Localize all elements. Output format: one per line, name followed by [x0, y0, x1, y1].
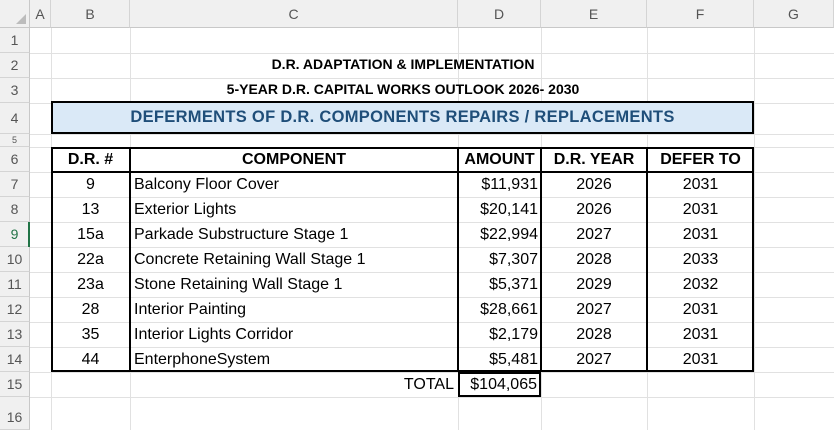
row-header-14[interactable]: 14: [0, 347, 30, 372]
select-all-corner[interactable]: [0, 0, 30, 28]
row-header-10[interactable]: 10: [0, 247, 30, 272]
cell-component[interactable]: Interior Painting: [134, 300, 247, 318]
cell-defer-to[interactable]: 2031: [682, 325, 719, 343]
row-header-3[interactable]: 3: [0, 78, 30, 103]
row-header-5[interactable]: 5: [0, 134, 30, 147]
cell-component[interactable]: Parkade Substructure Stage 1: [134, 225, 349, 243]
cell-component[interactable]: Concrete Retaining Wall Stage 1: [134, 250, 366, 268]
row-header-11[interactable]: 11: [0, 272, 30, 297]
cell-dr-year[interactable]: 2027: [576, 300, 612, 318]
cell-dr-year[interactable]: 2027: [576, 350, 612, 368]
cell-dr-number[interactable]: 13: [81, 200, 100, 218]
cell-defer-to[interactable]: 2032: [682, 275, 719, 293]
cell-component[interactable]: Interior Lights Corridor: [134, 325, 294, 343]
row-header-4[interactable]: 4: [0, 103, 30, 134]
report-title: D.R. ADAPTATION & IMPLEMENTATION: [271, 56, 535, 72]
cell-dr-number[interactable]: 22a: [77, 250, 104, 268]
cell-defer-to[interactable]: 2031: [682, 175, 719, 193]
cell-component[interactable]: EnterphoneSystem: [134, 350, 271, 368]
cell-dr-year[interactable]: 2027: [576, 225, 612, 243]
cell-amount[interactable]: $5,481: [489, 350, 538, 368]
cell-dr-year[interactable]: 2029: [576, 275, 612, 293]
cell-amount[interactable]: $5,371: [489, 275, 538, 293]
row-header-7[interactable]: 7: [0, 172, 30, 197]
column-header-b[interactable]: B: [51, 0, 130, 28]
cell-component[interactable]: Stone Retaining Wall Stage 1: [134, 275, 343, 293]
cell-defer-to[interactable]: 2031: [682, 300, 719, 318]
header-defer-to: DEFER TO: [660, 150, 741, 168]
cell-dr-number[interactable]: 9: [86, 175, 95, 193]
row-header-13[interactable]: 13: [0, 322, 30, 347]
header-component: COMPONENT: [242, 150, 346, 168]
cell-amount[interactable]: $7,307: [489, 250, 538, 268]
row-header-6[interactable]: 6: [0, 147, 30, 172]
column-header-c[interactable]: C: [130, 0, 458, 28]
cell-defer-to[interactable]: 2033: [682, 250, 719, 268]
total-label[interactable]: TOTAL: [403, 375, 454, 393]
row-header-16[interactable]: 16: [0, 397, 30, 430]
column-header-f[interactable]: F: [647, 0, 754, 28]
cell-dr-year[interactable]: 2026: [576, 200, 612, 218]
row-header-1[interactable]: 1: [0, 28, 30, 53]
cell-component[interactable]: Balcony Floor Cover: [134, 175, 279, 193]
cell-defer-to[interactable]: 2031: [682, 200, 719, 218]
cell-dr-year[interactable]: 2028: [576, 325, 612, 343]
selected-row-indicator: [28, 222, 30, 247]
column-header-g[interactable]: G: [754, 0, 834, 28]
header-dr-year: D.R. YEAR: [553, 150, 635, 168]
row-header-2[interactable]: 2: [0, 53, 30, 78]
row-header-12[interactable]: 12: [0, 297, 30, 322]
cell-defer-to[interactable]: 2031: [682, 225, 719, 243]
row-header-8[interactable]: 8: [0, 197, 30, 222]
section-banner: DEFERMENTS OF D.R. COMPONENTS REPAIRS / REPLACEMENTS: [51, 101, 754, 134]
cell-amount[interactable]: $28,661: [480, 300, 538, 318]
cell-dr-number[interactable]: 35: [81, 325, 100, 343]
cell-dr-number[interactable]: 23a: [77, 275, 104, 293]
cell-dr-number[interactable]: 28: [81, 300, 100, 318]
column-header-e[interactable]: E: [541, 0, 647, 28]
cell-amount[interactable]: $20,141: [480, 200, 538, 218]
cell-component[interactable]: Exterior Lights: [134, 200, 237, 218]
column-header-d[interactable]: D: [458, 0, 541, 28]
header-amount: AMOUNT: [464, 150, 535, 168]
report-subtitle: 5-YEAR D.R. CAPITAL WORKS OUTLOOK 2026- 2030: [226, 81, 580, 97]
cell-dr-year[interactable]: 2028: [576, 250, 612, 268]
row-header-9[interactable]: 9: [0, 222, 30, 247]
cell-defer-to[interactable]: 2031: [682, 350, 719, 368]
cell-amount[interactable]: $22,994: [480, 225, 538, 243]
cell-amount[interactable]: $2,179: [489, 325, 538, 343]
row-header-15[interactable]: 15: [0, 372, 30, 397]
cell-dr-year[interactable]: 2026: [576, 175, 612, 193]
column-header-a[interactable]: A: [30, 0, 51, 28]
header-dr-number: D.R. #: [67, 150, 114, 168]
total-amount[interactable]: $104,065: [458, 372, 541, 397]
cell-amount[interactable]: $11,931: [481, 175, 538, 193]
cell-dr-number[interactable]: 44: [81, 350, 100, 368]
cell-dr-number[interactable]: 15a: [77, 225, 104, 243]
